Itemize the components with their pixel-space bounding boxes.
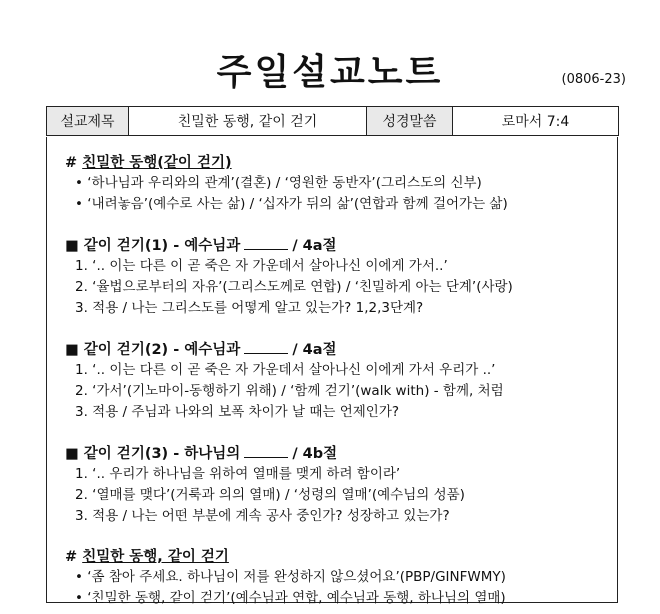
section-verse: / 4b절	[292, 446, 338, 462]
fill-in-blank	[244, 235, 288, 250]
section-title: 같이 걷기(3) - 하나님의	[83, 446, 241, 462]
square-bullet-icon: ■	[65, 238, 84, 254]
numbered-line: 3. 적용 / 나는 그리스도를 어떻게 알고 있는가? 1,2,3단계?	[75, 300, 424, 316]
fill-in-blank	[244, 443, 288, 458]
section-walk-2	[65, 339, 617, 423]
numbered-line: 2. ‘율법으로부터의 자유’(그리스도께로 연합) / ‘친밀하게 아는 단계’(사랑)	[75, 279, 513, 295]
section-walk-1	[65, 235, 617, 319]
section-heading	[65, 547, 617, 567]
bullet-line: • ‘내려놓음’(예수로 사는 삶) / ‘십자가 뒤의 삶’(연합과 함께 걸어가는 삶)	[75, 196, 508, 212]
section-walk-3	[65, 443, 617, 527]
numbered-line: 2. ‘열매를 맺다’(거룩과 의의 열매) / ‘성령의 열매’(예수님의 성품)	[75, 487, 465, 503]
scripture-label: 성경말씀	[367, 107, 453, 136]
section-heading	[65, 235, 617, 256]
numbered-line: 1. ‘.. 이는 다른 이 곧 죽은 자 가운데서 살아나신 이에게 가서..’	[75, 258, 448, 274]
page-title: 주일설교노트	[216, 52, 444, 93]
bullet-line: • ‘하나님과 우리와의 관계’(결혼) / ‘영원한 동반자’(그리스도의 신부)	[75, 175, 482, 191]
section-closing	[65, 547, 617, 609]
sermon-title-value: 친밀한 동행, 같이 걷기	[129, 107, 367, 136]
section-heading	[65, 153, 617, 173]
numbered-line: 3. 적용 / 주님과 나와의 보폭 차이가 날 때는 언제인가?	[75, 404, 400, 420]
bullet-line: • ‘친밀한 동행, 같이 걷기’(예수님과 연합, 예수님과 동행, 하나님의 열매)	[75, 590, 506, 606]
fill-in-blank	[244, 339, 288, 354]
document-code: (0806-23)	[561, 72, 626, 87]
section-title: 같이 걷기(1) - 예수님과	[83, 238, 241, 254]
hash-marker: #	[65, 549, 83, 565]
section-heading	[65, 339, 617, 360]
section-heading	[65, 443, 617, 464]
hash-marker: #	[65, 155, 83, 171]
section-verse: / 4a절	[292, 238, 337, 254]
numbered-line: 1. ‘.. 우리가 하나님을 위하여 열매를 맺게 하려 함이라’	[75, 466, 401, 482]
bullet-line: • ‘좀 참아 주세요. 하나님이 저를 완성하지 않으셨어요’(PBP/GINFWMY)	[75, 569, 506, 585]
section-title: 같이 걷기(2) - 예수님과	[83, 342, 241, 358]
square-bullet-icon: ■	[65, 342, 84, 358]
square-bullet-icon: ■	[65, 446, 84, 462]
section-title: 친밀한 동행(같이 걷기)	[82, 155, 232, 171]
sermon-info-table	[46, 106, 619, 136]
scripture-value: 로마서 7:4	[453, 107, 619, 136]
notes-body	[46, 137, 618, 606]
sermon-title-label: 설교제목	[47, 107, 129, 136]
section-intro	[65, 153, 617, 215]
section-verse: / 4a절	[292, 342, 337, 358]
section-title: 친밀한 동행, 같이 걷기	[82, 549, 229, 565]
numbered-line: 2. ‘가서’(기노마이-동행하기 위해) / ‘함께 걷기’(walk with) - 함께, 처럼	[75, 383, 504, 399]
numbered-line: 3. 적용 / 나는 어떤 부분에 계속 공사 중인가? 성장하고 있는가?	[75, 508, 450, 524]
numbered-line: 1. ‘.. 이는 다른 이 곧 죽은 자 가운데서 살아나신 이에게 가서 우리가 ..’	[75, 362, 496, 378]
